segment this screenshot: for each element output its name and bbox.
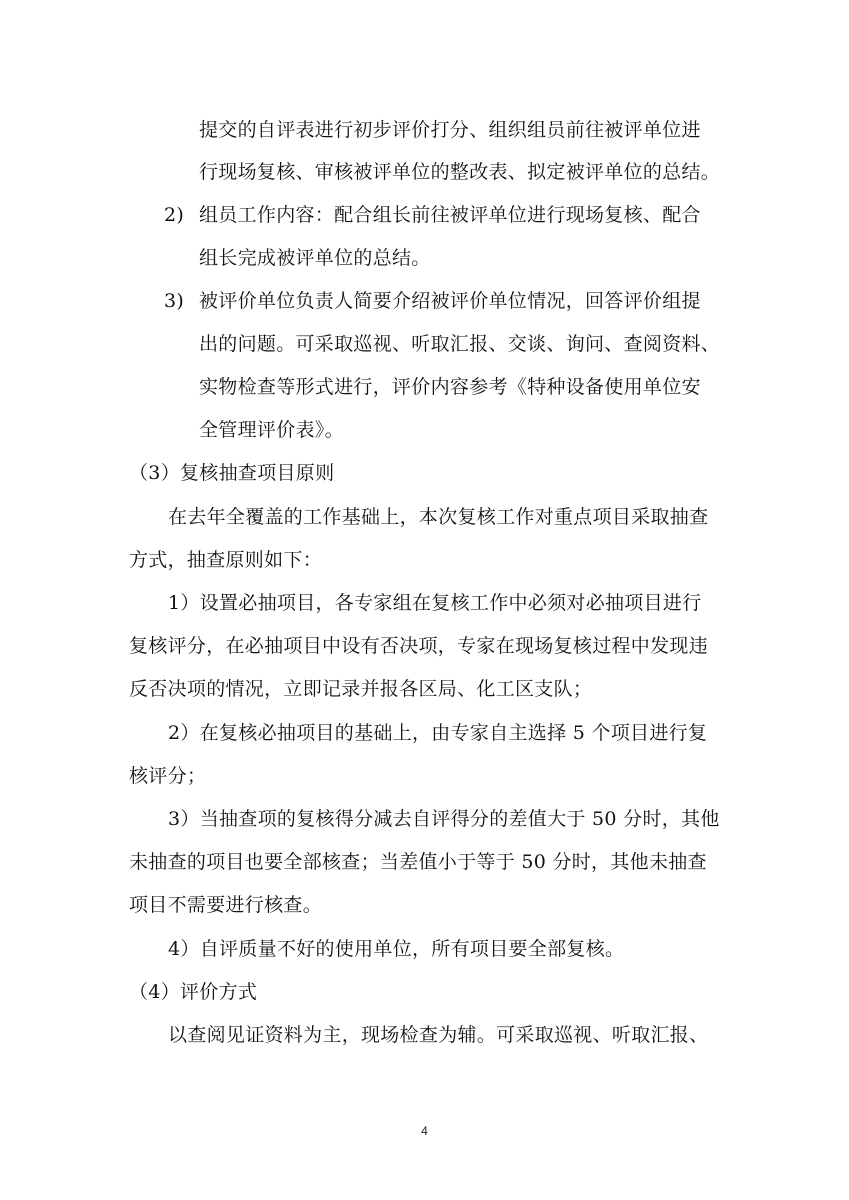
paragraph-line: 组员工作内容：配合组长前往被评单位进行现场复核、配合 [199, 204, 701, 226]
section-heading: （3）复核抽查项目原则 [129, 462, 335, 484]
paragraph-line: 被评价单位负责人简要介绍被评价单位情况，回答评价组提 [199, 290, 701, 312]
paragraph-line: 1）设置必抽项目，各专家组在复核工作中必须对必抽项目进行 [168, 592, 702, 614]
paragraph-line: 在去年全覆盖的工作基础上，本次复核工作对重点项目采取抽查 [168, 506, 709, 528]
paragraph-line: 出的问题。可采取巡视、听取汇报、交谈、询问、查阅资料、 [199, 333, 721, 355]
paragraph-line: 反否决项的情况，立即记录并报各区局、化工区支队； [129, 678, 593, 700]
paragraph-line: 全管理评价表》。 [199, 419, 344, 441]
paragraph-line: 组长完成被评单位的总结。 [199, 247, 431, 269]
paragraph-line: 2）在复核必抽项目的基础上，由专家自主选择 5 个项目进行复 [168, 722, 708, 744]
paragraph-line: 行现场复核、审核被评单位的整改表、拟定被评单位的总结。 [199, 161, 721, 183]
paragraph-line: 提交的自评表进行初步评价打分、组织组员前往被评单位进 [199, 119, 701, 141]
paragraph-line: 未抽查的项目也要全部核查；当差值小于等于 50 分时，其他未抽查 [129, 851, 707, 873]
paragraph-line: 项目不需要进行核查。 [129, 894, 323, 916]
paragraph-line: 实物检查等形式进行，评价内容参考《特种设备使用单位安 [199, 376, 701, 398]
section-heading: （4）评价方式 [129, 981, 258, 1003]
paragraph-line: 核评分； [129, 765, 207, 787]
paragraph-line: 3）当抽查项的复核得分减去自评得分的差值大于 50 分时，其他 [168, 808, 720, 830]
list-item-number: 3) [164, 290, 185, 312]
list-item-number: 2) [164, 204, 185, 226]
page-number: 4 [421, 1124, 428, 1138]
paragraph-line: 4）自评质量不好的使用单位，所有项目要全部复核。 [168, 938, 625, 960]
paragraph-line: 方式，抽查原则如下： [129, 549, 323, 571]
paragraph-line: 复核评分，在必抽项目中设有否决项，专家在现场复核过程中发现违 [129, 635, 709, 657]
paragraph-line: 以查阅见证资料为主，现场检查为辅。可采取巡视、听取汇报、 [168, 1024, 709, 1046]
